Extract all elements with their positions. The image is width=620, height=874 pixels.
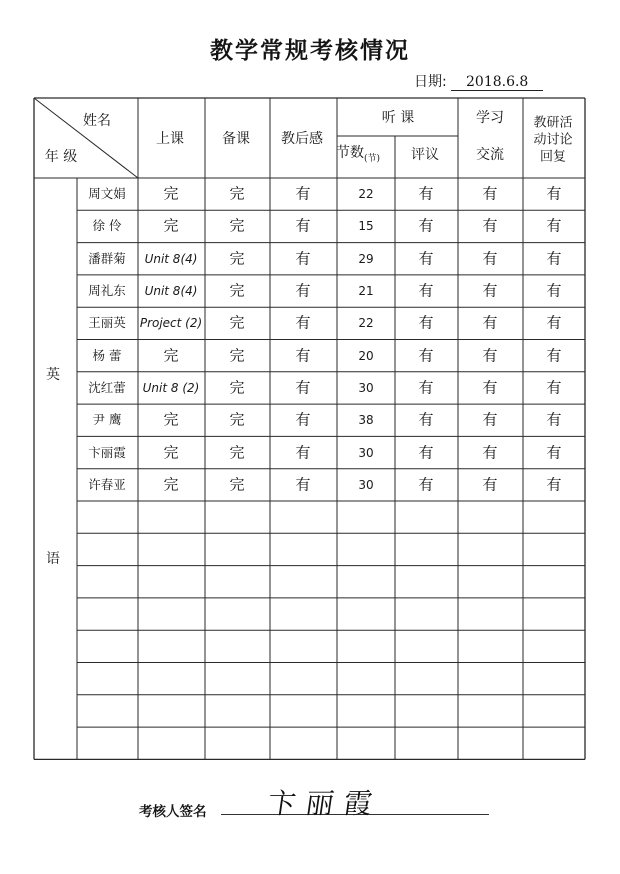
- cell-jiaohougan: 有: [295, 184, 311, 203]
- cell-xuexi: 有: [482, 249, 498, 268]
- cell-shangke: 完: [163, 443, 179, 462]
- header-jieshu: [336, 146, 380, 164]
- cell-beike: 完: [229, 443, 245, 462]
- cell-jieshu: 30: [358, 477, 374, 492]
- cell-jiaohougan: 有: [295, 216, 311, 235]
- cell-beike: 完: [229, 313, 245, 332]
- cell-shangke: 完: [163, 184, 179, 203]
- cell-jiaohougan: 有: [295, 475, 311, 494]
- cell-xuexi: 有: [482, 346, 498, 365]
- subject-char-2: 语: [46, 551, 60, 567]
- cell-pingyi: 有: [418, 346, 434, 365]
- cell-beike: 完: [229, 378, 245, 397]
- header-jiaohougan: 教后感: [281, 131, 323, 147]
- cell-jiaoyan: 有: [546, 346, 562, 365]
- cell-shangke: 完: [163, 346, 179, 365]
- cell-name: 杨 蕾: [92, 347, 122, 363]
- cell-jieshu: 21: [358, 284, 374, 299]
- cell-name: 尹 鹰: [92, 412, 122, 427]
- cell-shangke: Project (2): [139, 316, 203, 331]
- cell-jiaohougan: 有: [295, 346, 311, 365]
- cell-name: 徐 伶: [92, 218, 122, 234]
- header-beike: 备课: [222, 131, 250, 147]
- cell-jiaoyan: 有: [546, 216, 562, 235]
- cell-jiaoyan: 有: [546, 443, 562, 462]
- header-xuexi: 学习: [476, 110, 504, 126]
- cell-beike: 完: [229, 281, 245, 300]
- header-pingyi: 评议: [411, 147, 439, 163]
- cell-shangke: Unit 8(4): [144, 251, 198, 266]
- cell-jiaoyan: 有: [546, 281, 562, 300]
- cell-jiaohougan: 有: [295, 249, 311, 268]
- cell-jieshu: 30: [358, 380, 374, 395]
- cell-beike: 完: [229, 346, 245, 365]
- header-jieshu-label: 节数: [335, 145, 364, 161]
- cell-shangke: Unit 8(4): [144, 284, 198, 299]
- cell-pingyi: 有: [418, 281, 434, 300]
- cell-xuexi: 有: [482, 184, 498, 203]
- cell-shangke: Unit 8 (2): [142, 380, 200, 395]
- cell-jiaohougan: 有: [295, 281, 311, 300]
- cell-name: 周礼东: [88, 282, 126, 298]
- cell-name: 卞丽霞: [88, 444, 126, 460]
- header-shangke: 上课: [156, 131, 184, 147]
- cell-jiaoyan: 有: [546, 184, 562, 203]
- cell-xuexi: 有: [482, 378, 498, 397]
- cell-name: 周文娟: [88, 185, 126, 201]
- cell-jieshu: 20: [358, 348, 374, 363]
- cell-xuexi: 有: [482, 475, 498, 494]
- cell-beike: 完: [229, 184, 245, 203]
- cell-jiaohougan: 有: [295, 313, 311, 332]
- cell-xuexi: 有: [482, 216, 498, 235]
- sign-label: 考核人签名: [139, 804, 207, 820]
- header-diagonal: [34, 98, 138, 178]
- cell-pingyi: 有: [418, 410, 434, 429]
- cell-jiaohougan: 有: [295, 410, 311, 429]
- header-jiaoliu: 交流: [476, 147, 504, 163]
- cell-jiaoyan: 有: [546, 378, 562, 397]
- cell-name: 潘群菊: [88, 250, 126, 266]
- cell-jieshu: 38: [358, 413, 374, 428]
- cell-pingyi: 有: [418, 443, 434, 462]
- cell-beike: 完: [229, 216, 245, 235]
- header-jiaoyan-line1: 教研活: [533, 115, 573, 131]
- cell-jieshu: 30: [358, 445, 374, 460]
- cell-shangke: 完: [163, 410, 179, 429]
- cell-pingyi: 有: [418, 313, 434, 332]
- cell-jieshu: 22: [358, 316, 374, 331]
- cell-jieshu: 29: [358, 251, 374, 266]
- cell-pingyi: 有: [418, 475, 434, 494]
- cell-xuexi: 有: [482, 313, 498, 332]
- cell-jiaoyan: 有: [546, 475, 562, 494]
- cell-shangke: 完: [163, 475, 179, 494]
- cell-shangke: 完: [163, 216, 179, 235]
- cell-xuexi: 有: [482, 410, 498, 429]
- cell-beike: 完: [229, 475, 245, 494]
- header-jiaoyan: [533, 115, 572, 166]
- header-jiaoyan-line3: 回复: [539, 149, 567, 165]
- date-label: 日期:: [414, 74, 447, 90]
- cell-jiaohougan: 有: [295, 378, 311, 397]
- cell-jiaohougan: 有: [295, 443, 311, 462]
- cell-jieshu: 15: [358, 219, 374, 234]
- cell-pingyi: 有: [418, 378, 434, 397]
- signature: 卞丽霞: [265, 787, 385, 820]
- date-value: 2018.6.8: [451, 74, 543, 91]
- cell-xuexi: 有: [482, 281, 498, 300]
- cell-jiaoyan: 有: [546, 313, 562, 332]
- header-name: 姓名: [83, 113, 111, 129]
- cell-name: 许春亚: [88, 476, 126, 492]
- cell-pingyi: 有: [418, 184, 434, 203]
- cell-pingyi: 有: [418, 216, 434, 235]
- header-tingke: 听 课: [381, 110, 415, 126]
- header-jieshu-mark: (节): [363, 154, 381, 164]
- page-title: 教学常规考核情况: [210, 37, 410, 64]
- header-grade: 年 级: [44, 149, 78, 165]
- subject-char-1: 英: [46, 367, 60, 383]
- cell-jieshu: 22: [358, 187, 374, 202]
- header-jiaoyan-line2: 动讨论: [533, 132, 573, 148]
- cell-jiaoyan: 有: [546, 410, 562, 429]
- cell-name: 沈红蕾: [88, 379, 126, 395]
- cell-name: 王丽英: [88, 315, 126, 331]
- cell-xuexi: 有: [482, 443, 498, 462]
- cell-pingyi: 有: [418, 249, 434, 268]
- cell-beike: 完: [229, 249, 245, 268]
- cell-beike: 完: [229, 410, 245, 429]
- cell-jiaoyan: 有: [546, 249, 562, 268]
